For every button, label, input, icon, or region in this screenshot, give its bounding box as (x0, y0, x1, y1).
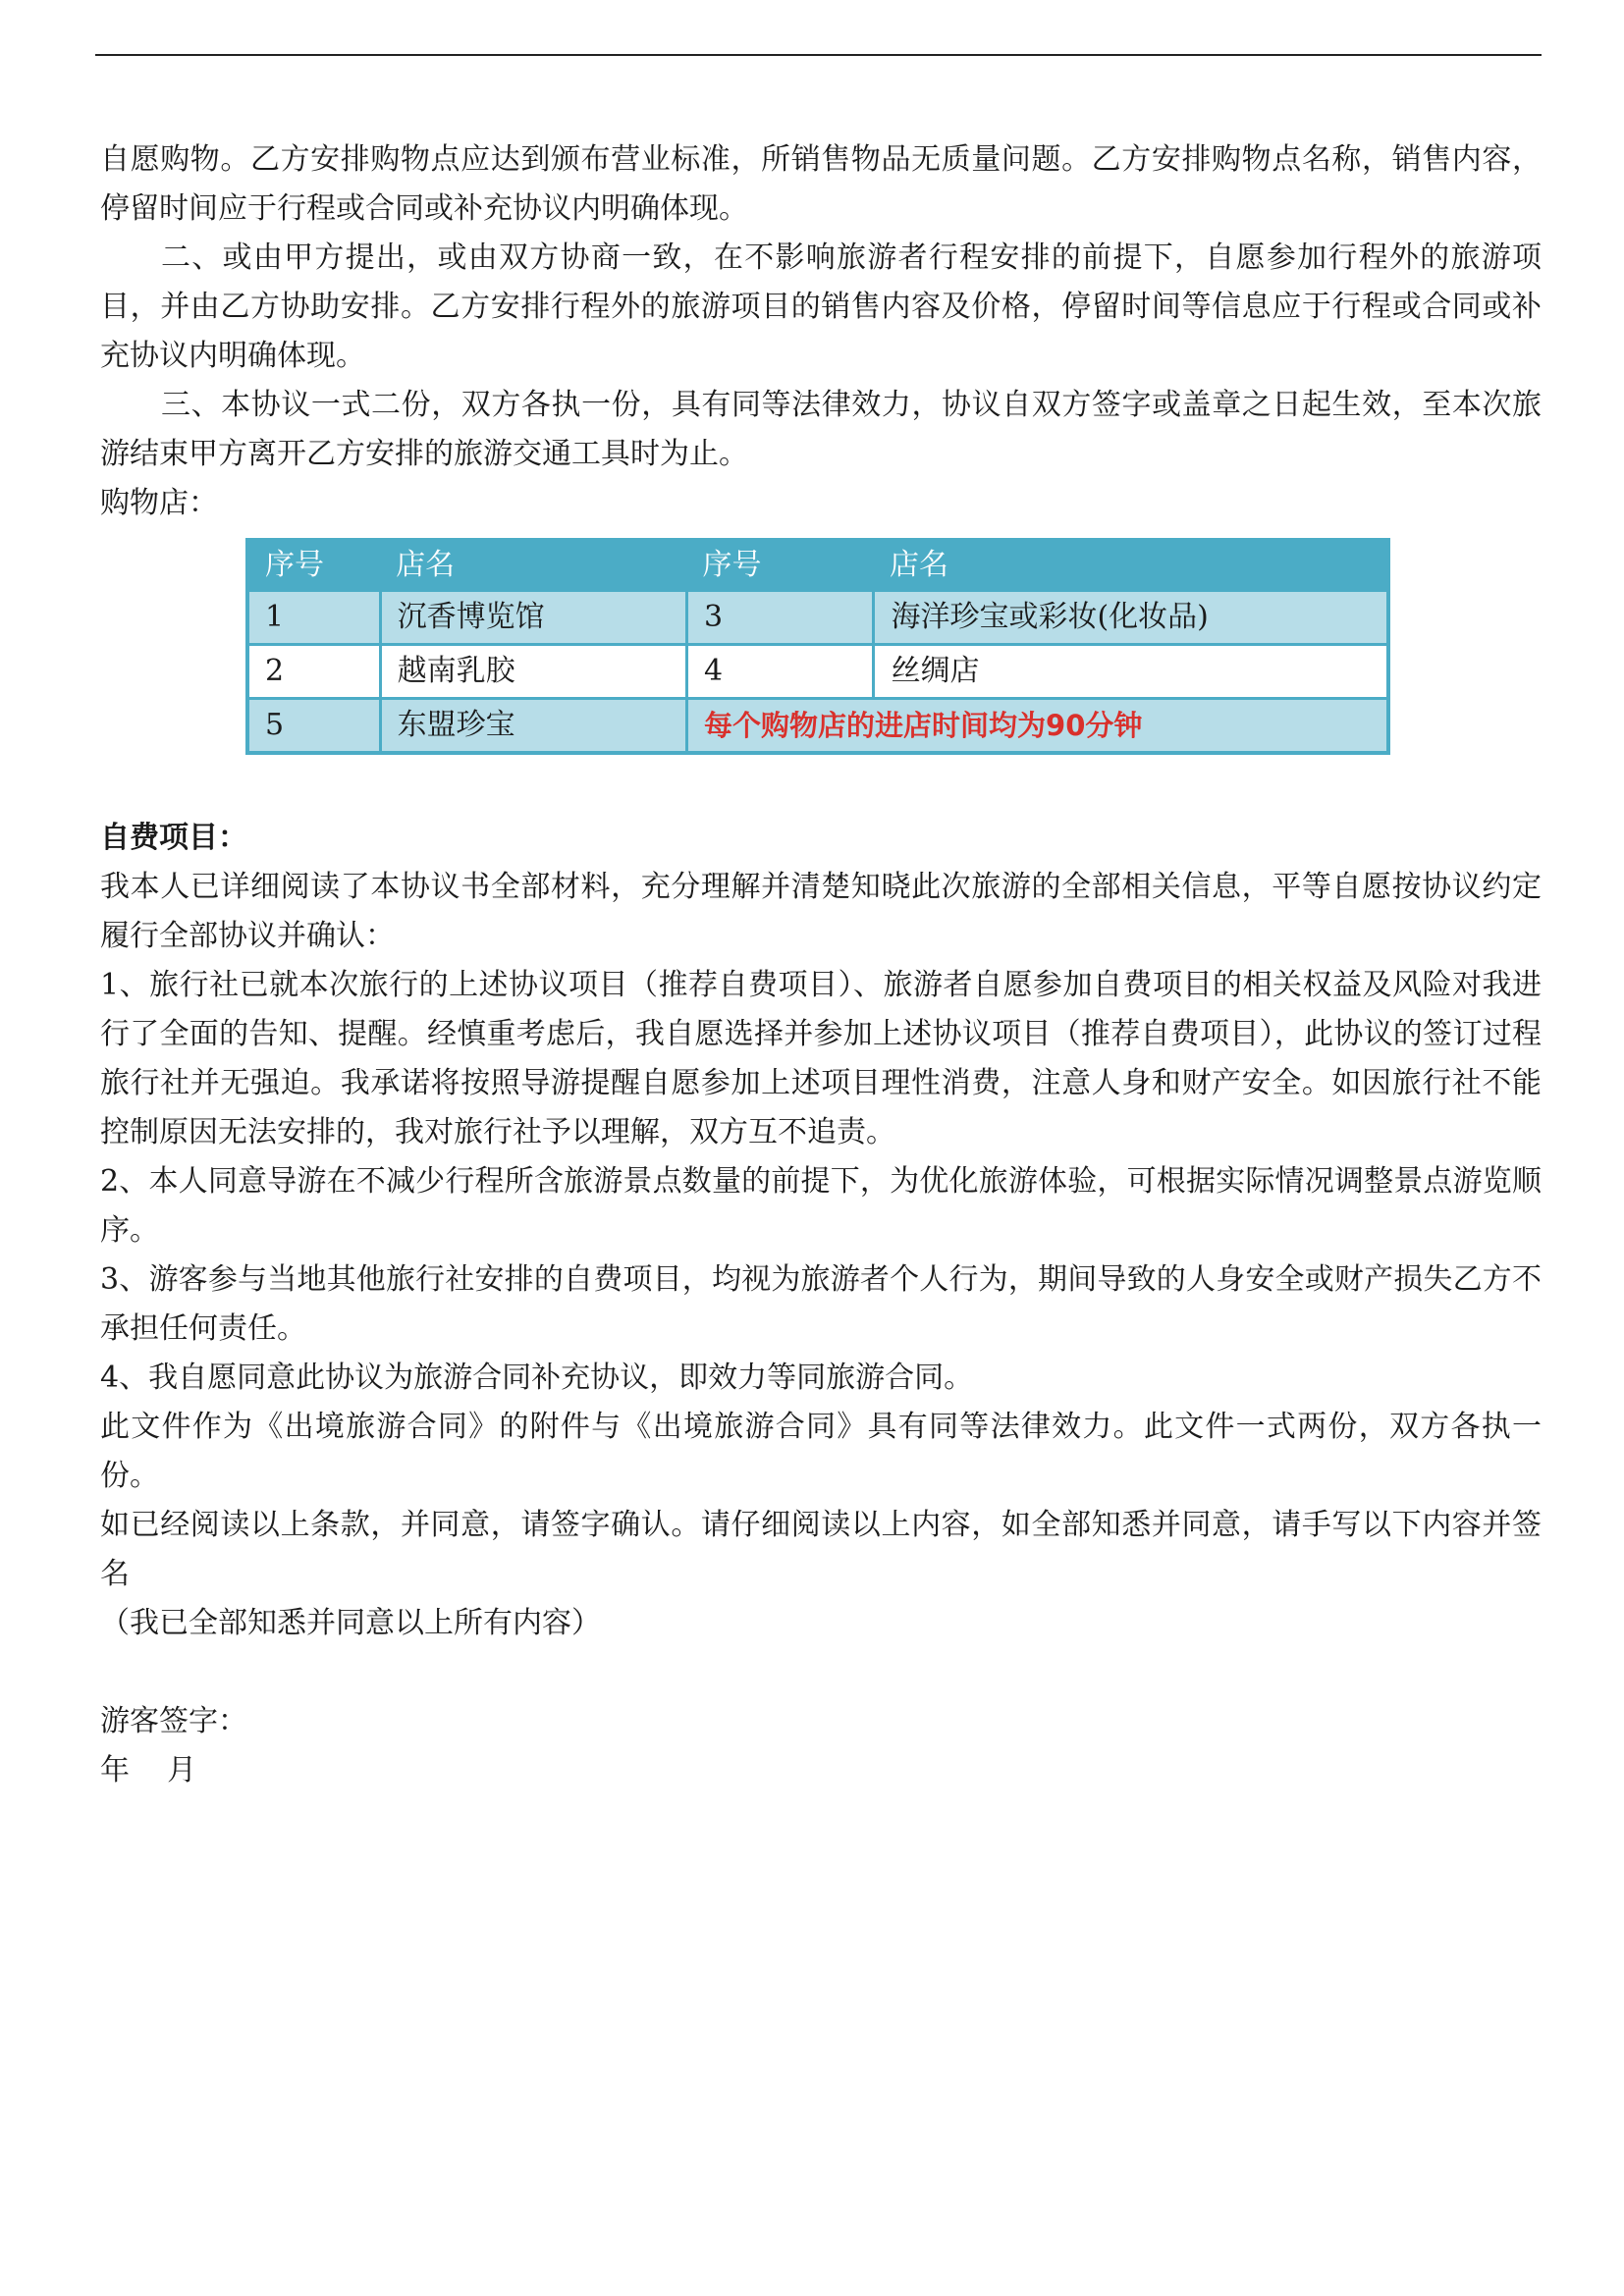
header-rule (95, 54, 1542, 56)
table-row (247, 699, 1388, 754)
shops-table (245, 538, 1390, 755)
table-cell: 沉香博览馆 (380, 591, 686, 645)
signature-label: 游客签字： (100, 1704, 247, 1738)
table-row (247, 591, 1388, 645)
table-cell: 东盟珍宝 (380, 699, 686, 754)
self-pay-paragraph: 3、游客参与当地其他旅行社安排的自费项目，均视为旅游者个人行为，期间导致的人身安全或财产损失乙方不承担任何责任。 (100, 1262, 1542, 1346)
shopping-time-note: 每个购物店的进店时间均为90分钟 (687, 699, 1388, 754)
self-pay-paragraph: 1、旅行社已就本次旅行的上述协议项目（推荐自费项目）、旅游者自愿参加自费项目的相关权益及风险对我进行了全面的告知、提醒。经慎重考虑后，我自愿选择并参加上述协议项目（推荐自费项目），此协议的签订过程旅行社并无强迫。我承诺将按照导游提醒自愿参加上述项目理性消费，注意人身和财产安全。如因旅行社不能控制原因无法安排的，我对旅行社予以理解，双方互不追责。 (100, 968, 1542, 1149)
self-pay-paragraph: 2、本人同意导游在不减少行程所含旅游景点数量的前提下，为优化旅游体验，可根据实际情况调整景点游览顺序。 (100, 1164, 1542, 1248)
table-cell: 丝绸店 (874, 645, 1388, 699)
table-cell: 4 (687, 645, 874, 699)
header-cell-index-1: 序号 (247, 540, 380, 591)
table-cell: 3 (687, 591, 874, 645)
acknowledgement-line: （我已全部知悉并同意以上所有内容） (100, 1606, 601, 1640)
table-cell: 越南乳胶 (380, 645, 686, 699)
self-pay-paragraph: 我本人已详细阅读了本协议书全部材料，充分理解并清楚知晓此次旅游的全部相关信息，平等自愿按协议约定履行全部协议并确认： (100, 870, 1542, 953)
table-cell: 2 (247, 645, 380, 699)
date-line: 年 月 (100, 1753, 197, 1788)
intro-paragraph-3: 三、本协议一式二份，双方各执一份，具有同等法律效力，协议自双方签字或盖章之日起生效，至本次旅游结束甲方离开乙方安排的旅游交通工具时为止。 (100, 388, 1542, 471)
header-cell-index-2: 序号 (687, 540, 874, 591)
table-row (247, 645, 1388, 699)
table-cell: 海洋珍宝或彩妆(化妆品) (874, 591, 1388, 645)
self-pay-paragraph: 4、我自愿同意此协议为旅游合同补充协议，即效力等同旅游合同。 (100, 1361, 974, 1395)
header-cell-name-1: 店名 (380, 540, 686, 591)
table-cell: 5 (247, 699, 380, 754)
header-cell-name-2: 店名 (874, 540, 1388, 591)
self-pay-title: 自费项目： (100, 821, 247, 855)
self-pay-paragraph: 此文件作为《出境旅游合同》的附件与《出境旅游合同》具有同等法律效力。此文件一式两份，双方各执一份。 (100, 1410, 1542, 1493)
spacer (100, 1648, 1542, 1697)
table-cell: 1 (247, 591, 380, 645)
self-pay-paragraph: 如已经阅读以上条款，并同意，请签字确认。请仔细阅读以上内容，如全部知悉并同意，请手写以下内容并签名 (100, 1508, 1542, 1591)
document-body (100, 135, 1542, 1795)
intro-paragraph-2: 二、或由甲方提出，或由双方协商一致，在不影响旅游者行程安排的前提下，自愿参加行程外的旅游项目，并由乙方协助安排。乙方安排行程外的旅游项目的销售内容及价格，停留时间等信息应于行程或合同或补充协议内明确体现。 (100, 240, 1542, 373)
shops-header-row (247, 540, 1388, 591)
shops-label: 购物店： (100, 486, 218, 520)
intro-paragraph-1: 自愿购物。乙方安排购物点应达到颁布营业标准，所销售物品无质量问题。乙方安排购物点名称，销售内容，停留时间应于行程或合同或补充协议内明确体现。 (100, 142, 1542, 226)
